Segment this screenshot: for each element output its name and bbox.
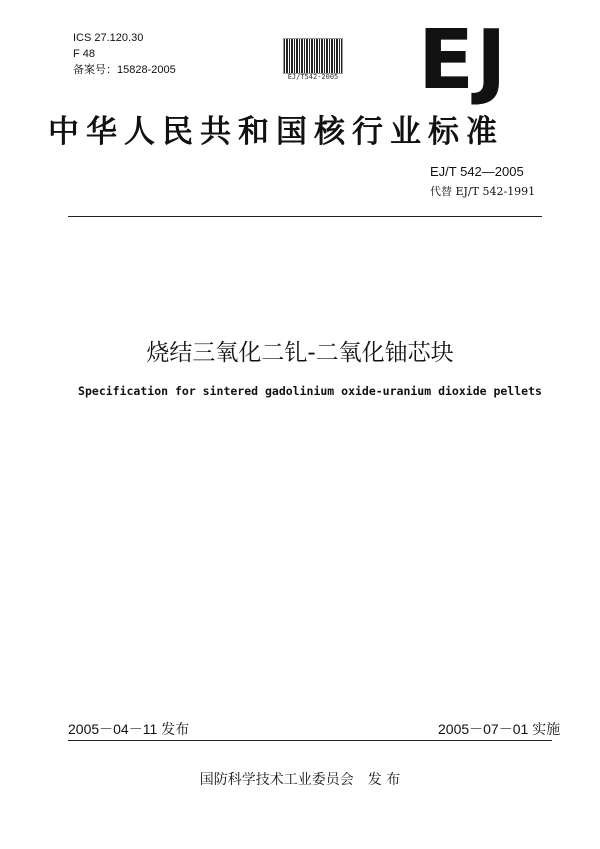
- ics-code: ICS 27.120.30: [73, 32, 144, 44]
- effective-date: 2005－07－01 实施: [438, 721, 561, 737]
- barcode-text: EJ/T542-2005: [287, 73, 339, 81]
- issue-date: 2005－04－11 发布: [68, 721, 190, 737]
- record-number: 备案号：15828-2005: [73, 64, 176, 76]
- replaces-standard: 代替 EJ/T 542-1991: [430, 185, 536, 198]
- standard-number: EJ/T 542—2005: [430, 164, 524, 179]
- barcode-image: [283, 38, 343, 74]
- ej-logo: EJ: [418, 13, 509, 108]
- document-title-cn: 烧结三氧化二钆-二氧化铀芯块: [146, 340, 454, 366]
- classification-code: F 48: [73, 48, 96, 60]
- footer-divider: [68, 740, 552, 741]
- header-divider: [68, 216, 542, 217]
- document-title-en: Specification for sintered gadolinium oxide-uranium dioxide pellets: [78, 384, 542, 398]
- standard-title: 中华人民共和国核行业标准: [48, 114, 504, 150]
- issuing-authority: 国防科学技术工业委员会 发 布: [199, 772, 401, 788]
